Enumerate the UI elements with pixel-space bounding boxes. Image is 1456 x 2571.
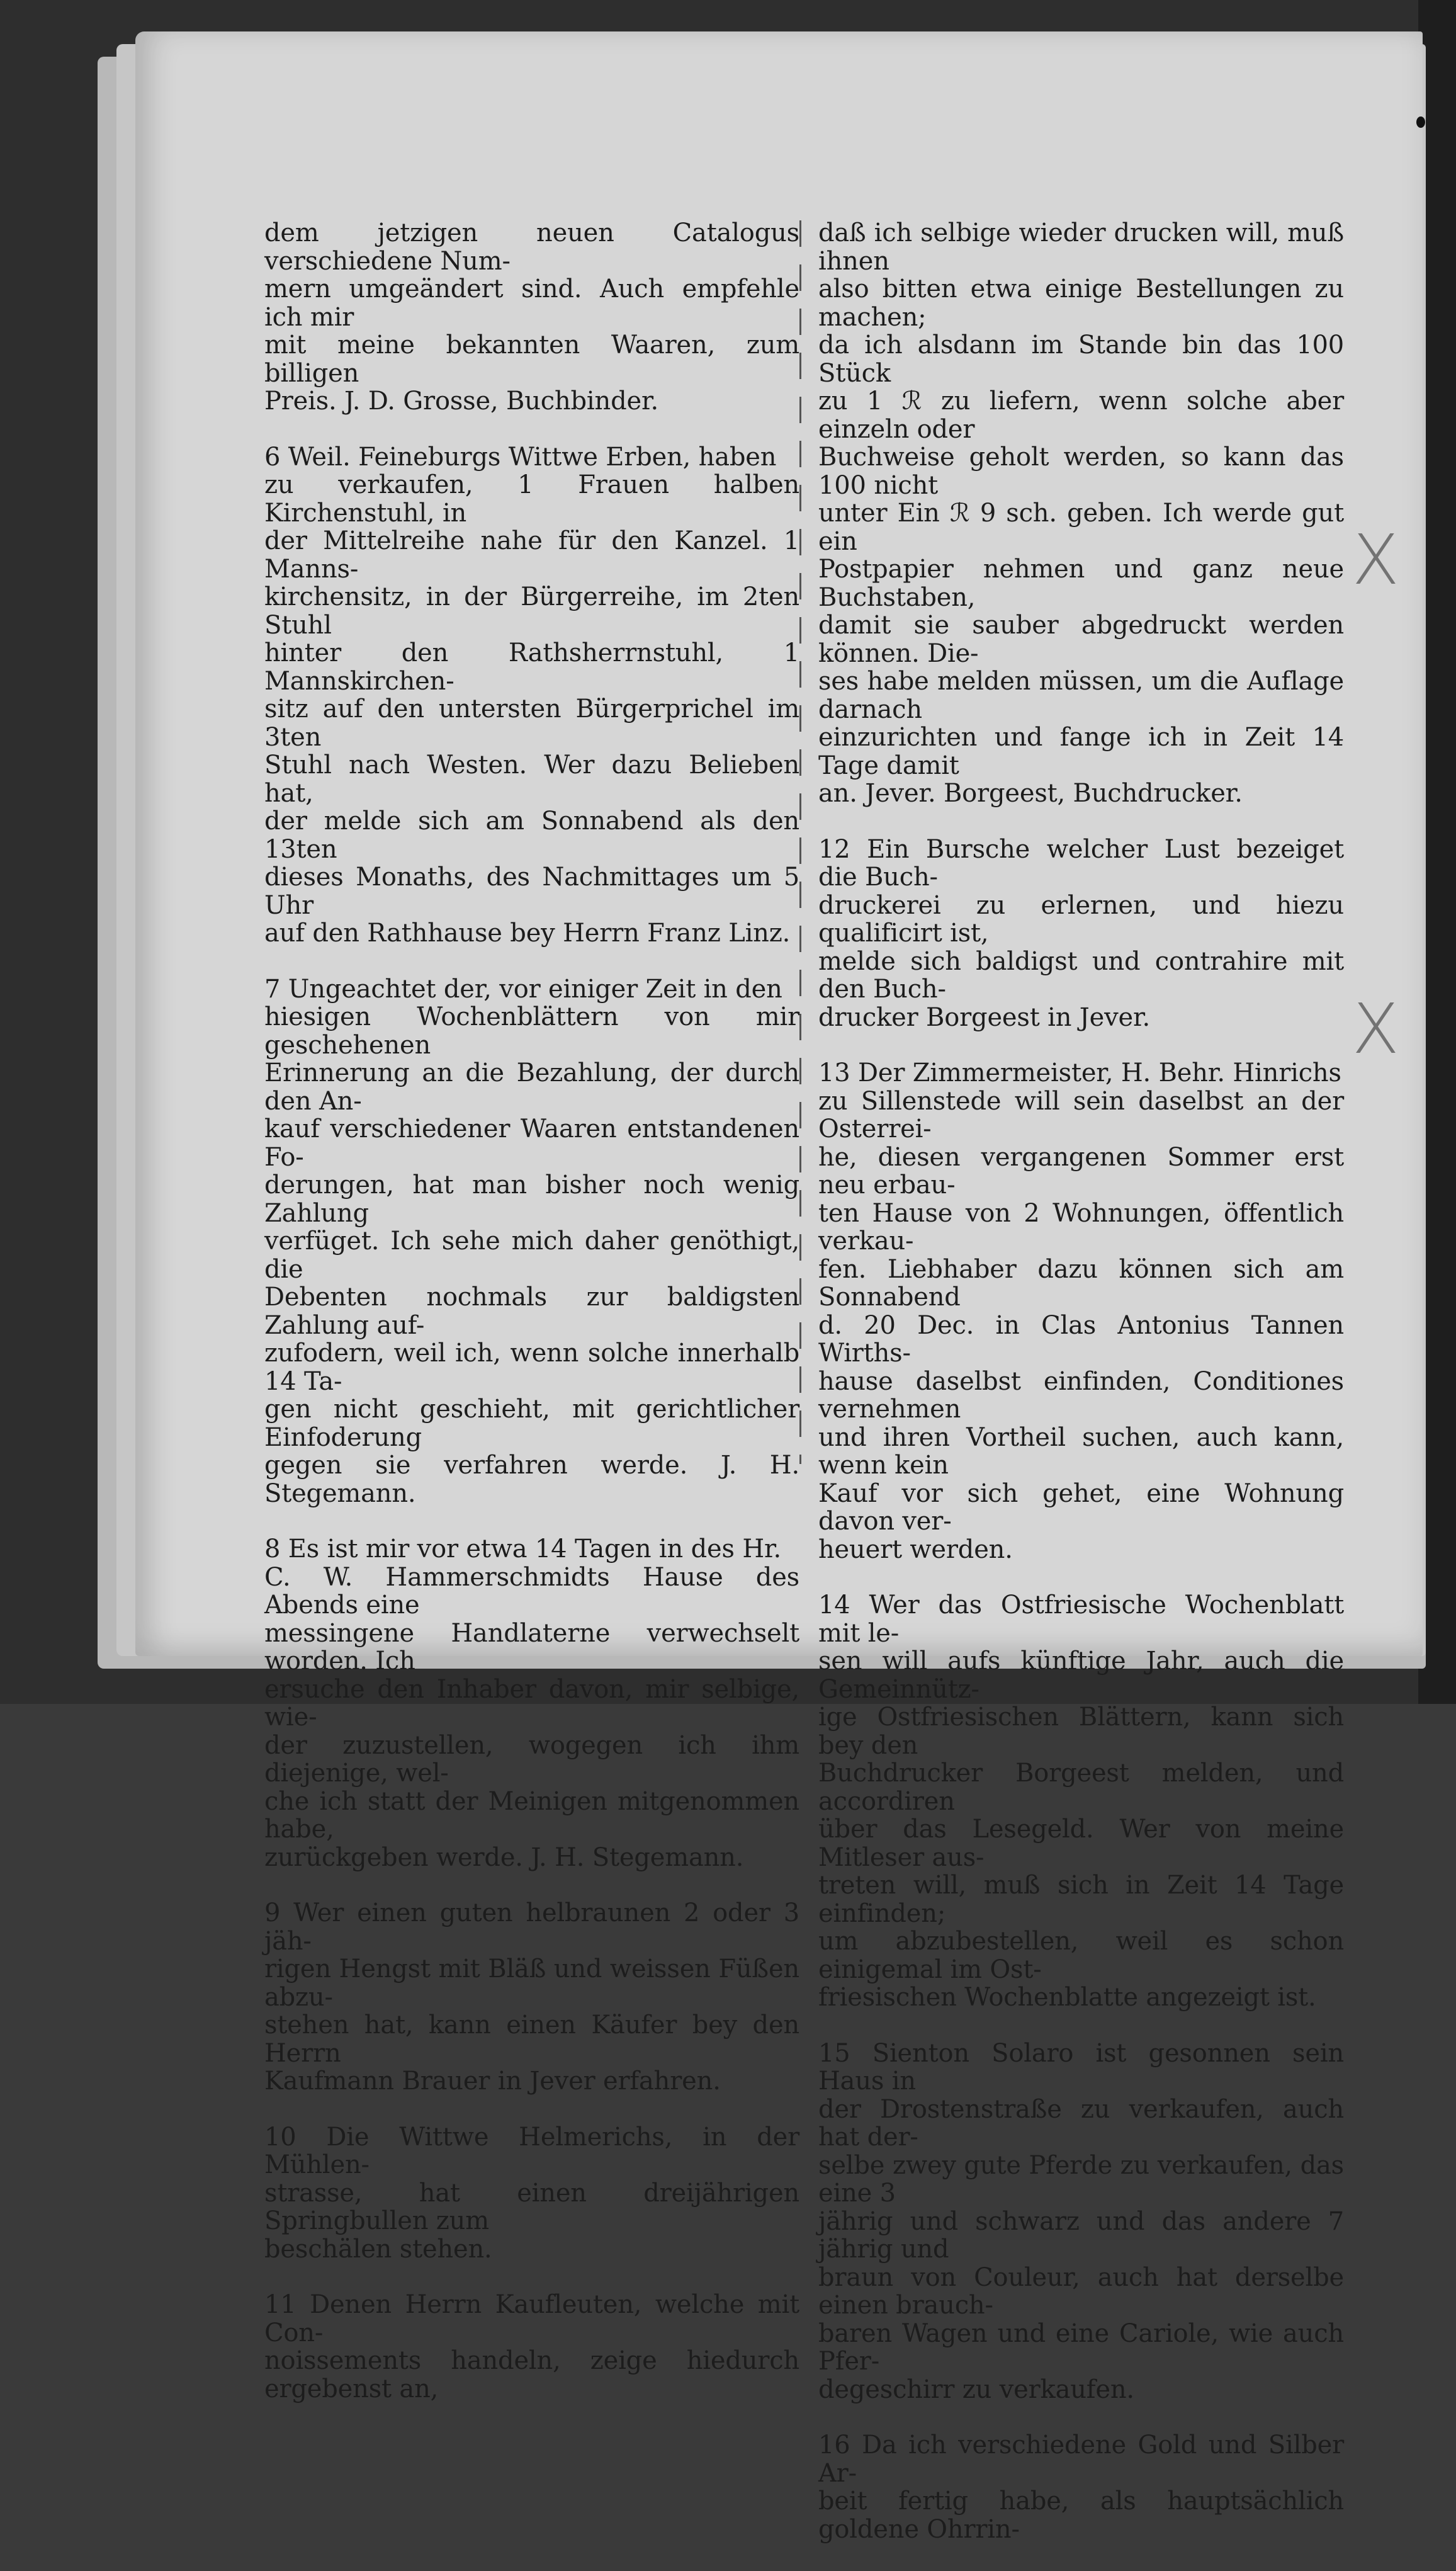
binding-hole <box>1416 116 1425 128</box>
notice-7: 7 Ungeachtet der, vor einiger Zeit in den hiesigen Wochenblättern von mir geschehenen Erinnerung an die Bezahlung, der durch den An- kauf verschiedener Waaren entstandenen Fo- derungen, hat man bisher noch wenig Zahlung verfüget. Ich sehe mich daher genöthigt, die Debenten nochmals zur baldigsten Zahlung auf- zufodern, weil ich, wenn solche innerhalb 14 Ta- gen nicht geschieht, mit gerichtlicher Einfoderung gegen sie verfahren werde. J. H. Stegemann. <box>264 974 799 1508</box>
notice-8: 8 Es ist mir vor etwa 14 Tagen in des Hr. C. W. Hammerschmidts Hause des Abends eine messingene Handlaterne verwechselt worden. Ich ersuche den Inhaber davon, mir selbige, wie- der zuzustellen, wogegen ich ihm diejenige, wel- che ich statt der Meinigen mitgenommen habe, zurückgeben werde. J. H. Stegemann. <box>264 1535 799 1872</box>
notice-13: 13 Der Zimmermeister, H. Behr. Hinrichs zu Sillenstede will sein daselbst an der Osterrei- he, diesen vergangenen Sommer erst neu erbau- ten Hause von 2 Wohnungen, öffentlich verkau- fen. Liebhaber dazu können sich am Sonnabend d. 20 Dec. in Clas Antonius Tannen Wirths- hause daselbst einfinden, Conditiones vernehmen und ihren Vortheil suchen, auch kann, wenn kein Kauf vor sich gehet, eine Wohnung davon ver- heuert werden. <box>818 1058 1344 1564</box>
notice-6: 6 Weil. Feineburgs Wittwe Erben, haben zu verkaufen, 1 Frauen halben Kirchenstuhl, in der Mittelreihe nahe für den Kanzel. 1 Manns- kirchensitz, in der Bürgerreihe, im 2ten Stuhl hinter den Rathsherrnstuhl, 1 Mannskirchen- sitz auf den untersten Bürgerprichel im 3ten Stuhl nach Westen. Wer dazu Belieben hat, der melde sich am Sonnabend als den 13ten dieses Monaths, des Nachmittages um 5 Uhr auf den Rathhause bey Herrn Franz Linz. <box>264 442 799 948</box>
notice-10: 10 Die Wittwe Helmerichs, in der Mühlen- strasse, hat einen dreijährigen Springbullen zum beschälen stehen. <box>264 2122 799 2264</box>
pencil-x-mark: X <box>1352 519 1399 600</box>
notice-continuation-grosse: dem jetzigen neuen Catalogus verschiedene Num- mern umgeändert sind. Auch empfehle ich mir mit meine bekannten Waaren, zum billigen Preis. J. D. Grosse, Buchbinder. <box>264 219 799 416</box>
notice-15: 15 Sienton Solaro ist gesonnen sein Haus in der Drostenstraße zu verkaufen, auch hat der- selbe zwey gute Pferde zu verkaufen, das eine 3 jährig und schwarz und das andere 7 jährig und braun von Couleur, auch hat derselbe einen brauch- baren Wagen und eine Cariole, wie auch Pfer- degeschirr zu verkaufen. <box>818 2038 1344 2404</box>
notice-14: 14 Wer das Ostfriesische Wochenblatt mit le- sen will aufs künftige Jahr, auch die Gemeinnütz- ige Ostfriesischen Blättern, kann sich bey den Buchdrucker Borgeest melden, und accordiren über das Lesegeld. Wer von meine Mitleser aus- treten will, muß sich in Zeit 14 Tage einfinden; um abzubestellen, weil es schon einigemal im Ost- friesischen Wochenblatte angezeigt ist. <box>818 1591 1344 2012</box>
notice-11: 11 Denen Herrn Kaufleuten, welche mit Con- noissements handeln, zeige hiedurch ergebenst an, <box>264 2290 799 2404</box>
notice-12: 12 Ein Bursche welcher Lust bezeiget die Buch- druckerei zu erlernen, und hiezu qualificirt ist, melde sich baldigst und contrahire mit den Buch- drucker Borgeest in Jever. <box>818 834 1344 1032</box>
notice-9: 9 Wer einen guten helbraunen 2 oder 3 jäh- rigen Hengst mit Bläß und weissen Füßen abzu- stehen hat, kann einen Käufer bey den Herrn Kaufmann Brauer in Jever erfahren. <box>264 1898 799 2096</box>
column-divider <box>799 220 801 1464</box>
pencil-x-mark: X <box>1352 989 1399 1069</box>
right-column <box>818 219 1344 2571</box>
notice-11-continuation: daß ich selbige wieder drucken will, muß ihnen also bitten etwa einige Bestellungen zu machen; da ich alsdann im Stande bin das 100 Stück zu 1 ℛ zu liefern, wenn solche aber einzeln oder Buchweise geholt werden, so kann das 100 nicht unter Ein ℛ 9 sch. geben. Ich werde gut ein Postpapier nehmen und ganz neue Buchstaben, damit sie sauber abgedruckt werden können. Die- ses habe melden müssen, um die Auflage darnach einzurichten und fange ich in Zeit 14 Tage damit an. Jever. Borgeest, Buchdrucker. <box>818 219 1344 808</box>
notice-16: 16 Da ich verschiedene Gold und Silber Ar- beit fertig habe, als hauptsächlich goldene Ohrrin- <box>818 2431 1344 2544</box>
left-column <box>264 219 799 2431</box>
